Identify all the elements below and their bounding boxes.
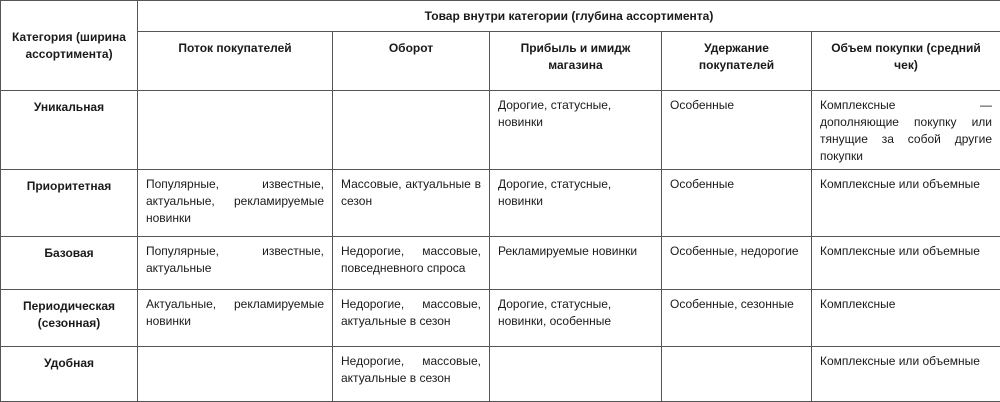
header-row-columns [1,32,1000,91]
table-cell: Особенные, недорогие [662,237,812,290]
table-row [1,347,1000,402]
table-cell: Дорогие, статусные, новинки, особенные [490,290,662,347]
table-cell [662,347,812,402]
row-category: Удобная [1,347,138,402]
table-cell: Особенные [662,91,812,170]
table-cell: Комплексные или объемные [812,237,1000,290]
table-cell: Комплексные или объемные [812,347,1000,402]
column-header: Объем покупки (средний чек) [812,32,1000,91]
column-header: Прибыль и имидж магазина [490,32,662,91]
table-cell: Популярные, известные, актуальные [138,237,333,290]
column-header: Оборот [333,32,490,91]
header-row-group [1,1,1000,32]
table-cell: Комплексные [812,290,1000,347]
row-category: Периодическая (сезонная) [1,290,138,347]
table-cell: Массовые, актуальные в сезон [333,170,490,237]
table-cell: Дорогие, статусные, новинки [490,170,662,237]
header-group: Товар внутри категории (глубина ассортимента) [138,1,1000,32]
table-cell: Комплексные — дополняющие покупку или тянущие за собой другие покупки [812,91,1000,170]
row-category: Приоритетная [1,170,138,237]
table-cell: Особенные, сезонные [662,290,812,347]
table-cell: Рекламируемые новинки [490,237,662,290]
table-cell: Недорогие, массовые, актуальные в сезон [333,347,490,402]
table-cell: Актуальные, рекламируемые новинки [138,290,333,347]
table-row [1,290,1000,347]
table-cell: Недорогие, массовые, актуальные в сезон [333,290,490,347]
table-row [1,91,1000,170]
table-cell: Дорогие, статусные, новинки [490,91,662,170]
table-cell: Особенные [662,170,812,237]
table-cell [138,347,333,402]
table-cell: Комплексные или объемные [812,170,1000,237]
table-cell: Недорогие, массовые, повседневного спроса [333,237,490,290]
row-category: Базовая [1,237,138,290]
table-cell: Популярные, известные, актуальные, рекламируемые новинки [138,170,333,237]
table-row [1,170,1000,237]
table-row [1,237,1000,290]
table-cell [138,91,333,170]
header-category: Категория (ширина ассортимента) [1,1,138,91]
column-header: Удержание покупателей [662,32,812,91]
table-cell [333,91,490,170]
column-header: Поток покупателей [138,32,333,91]
row-category: Уникальная [1,91,138,170]
table-cell [490,347,662,402]
